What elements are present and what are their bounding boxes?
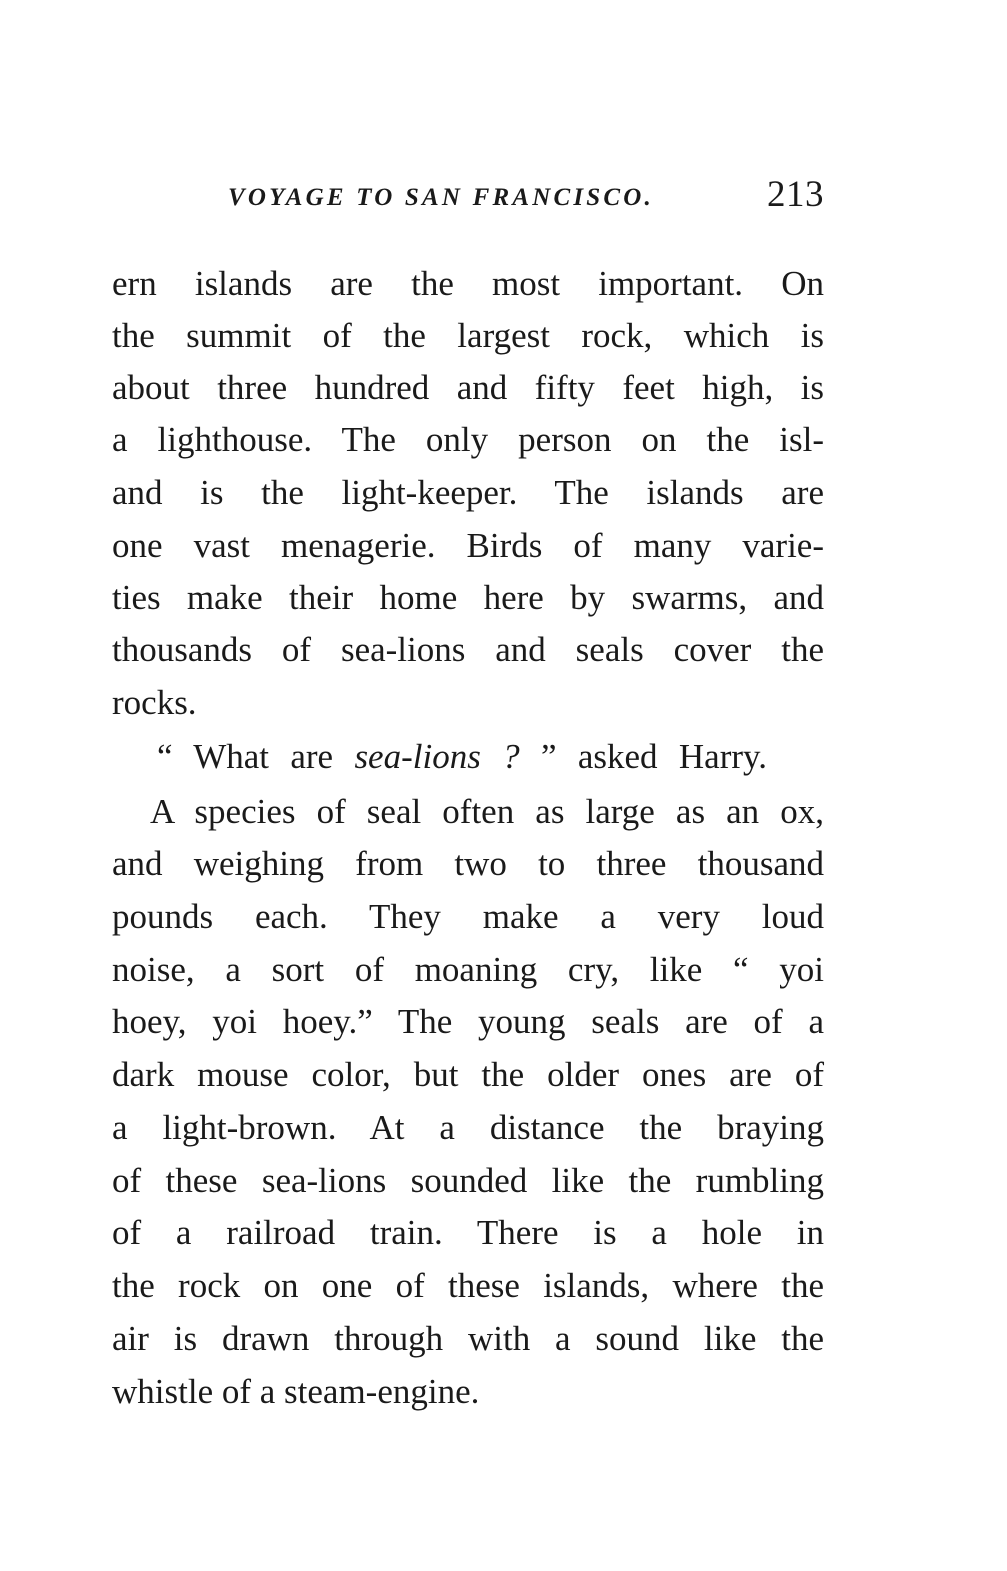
text-line: the rock on one of these islands, where the	[112, 1266, 824, 1305]
dialogue-attribution: ” asked Harry.	[519, 737, 767, 776]
text-line: thousands of sea-lions and seals cover the	[112, 630, 824, 669]
text-line: a lighthouse. The only person on the isl-	[112, 420, 824, 459]
text-line: and is the light-keeper. The islands are	[112, 473, 824, 512]
text-line: of these sea-lions sounded like the rumbling	[112, 1161, 824, 1200]
text-line: ties make their home here by swarms, and	[112, 578, 824, 617]
text-line: a light-brown. At a distance the braying	[112, 1108, 824, 1147]
page-number: 213	[767, 174, 824, 215]
text-line: A species of seal often as large as an ox,	[150, 792, 824, 831]
text-line: noise, a sort of moaning cry, like “ yoi	[112, 950, 824, 989]
text-line: about three hundred and fifty feet high, is	[112, 368, 824, 407]
text-line: whistle of a steam-engine.	[112, 1372, 480, 1411]
text-line: pounds each. They make a very loud	[112, 897, 824, 936]
text-line: hoey, yoi hoey.” The young seals are of a	[112, 1002, 824, 1041]
text-line: of a railroad train. There is a hole in	[112, 1213, 824, 1252]
text-line: air is drawn through with a sound like the	[112, 1319, 824, 1358]
dialogue-italic-term: sea-lions ?	[354, 737, 520, 776]
running-head	[112, 173, 824, 221]
text-line: and weighing from two to three thousand	[112, 844, 824, 883]
text-line: rocks.	[112, 683, 197, 722]
dialogue-line	[157, 731, 767, 783]
dialogue-open-quote: “ What are	[157, 737, 355, 776]
text-line: dark mouse color, but the older ones are of	[112, 1055, 824, 1094]
text-line: ern islands are the most important. On	[112, 264, 824, 303]
text-line: one vast menagerie. Birds of many varie-	[112, 526, 824, 565]
running-title: VOYAGE TO SAN FRANCISCO.	[228, 184, 654, 211]
text-line: the summit of the largest rock, which is	[112, 316, 824, 355]
